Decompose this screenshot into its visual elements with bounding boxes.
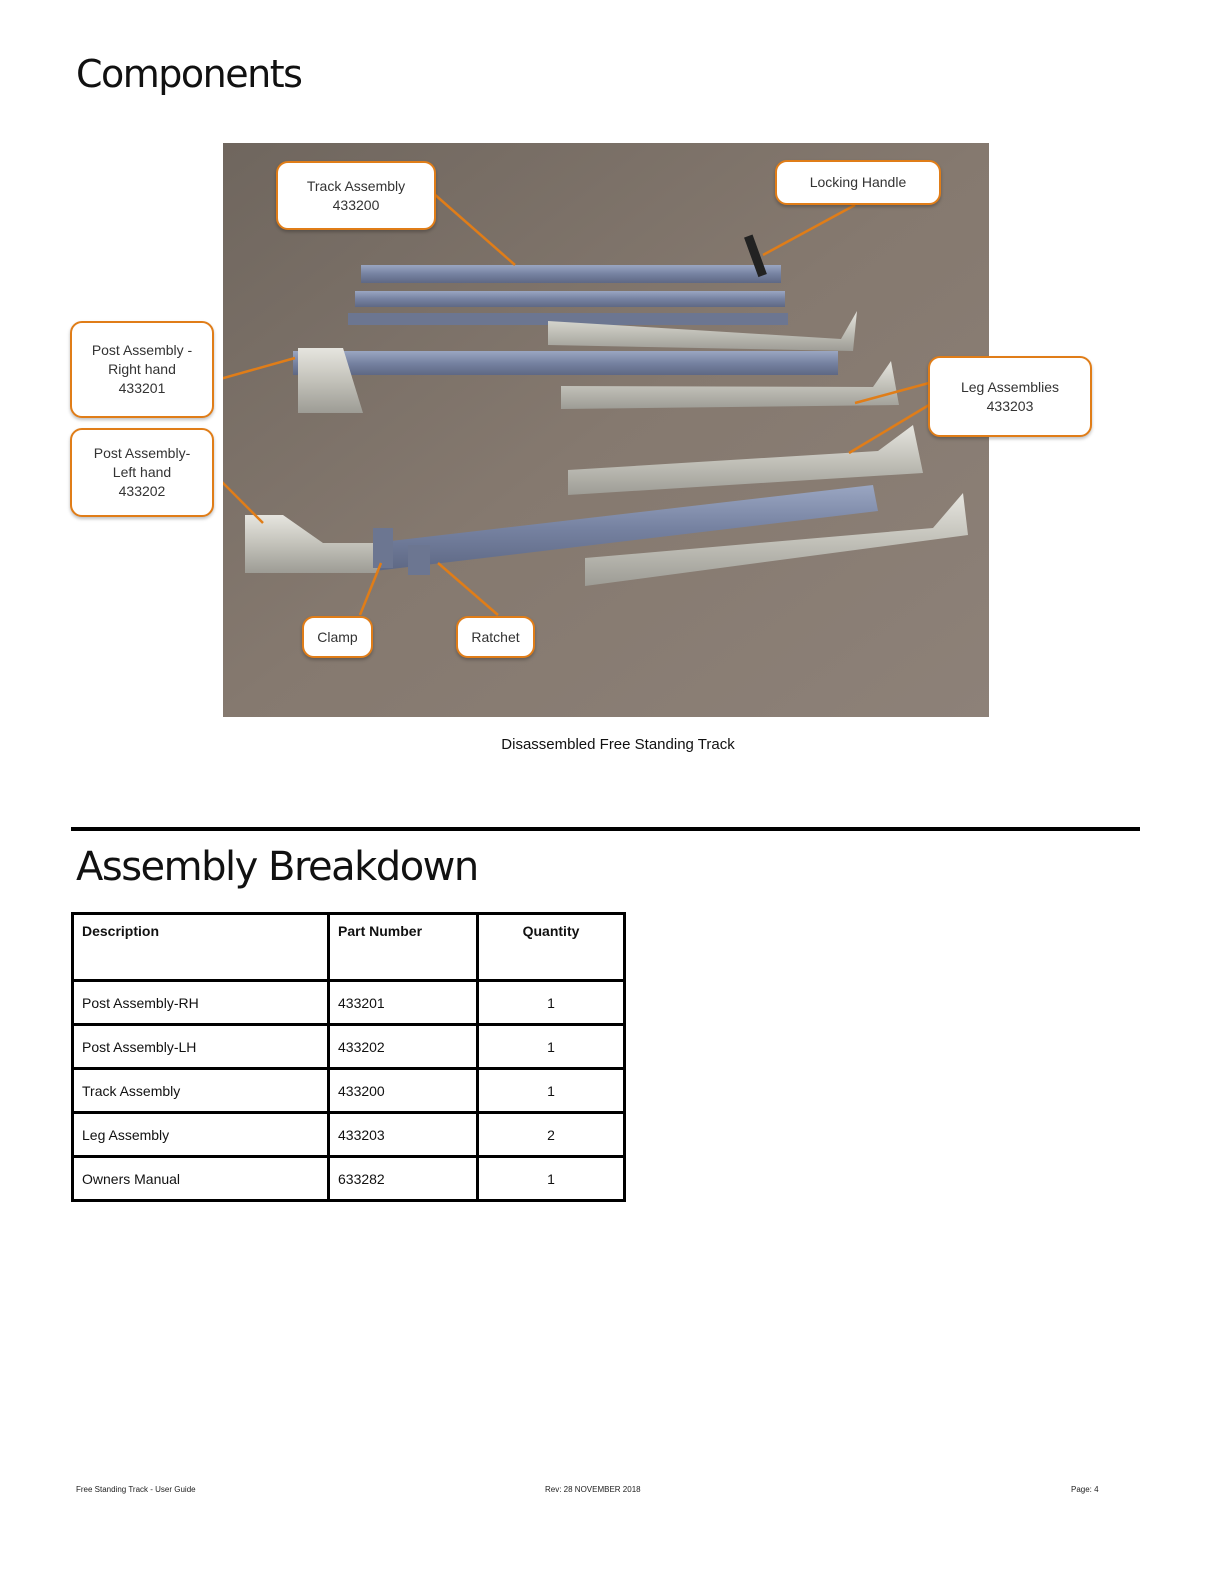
callout-post-assembly-rh: Post Assembly - Right hand 433201 <box>70 321 214 418</box>
cell-description: Track Assembly <box>73 1069 329 1113</box>
callout-post-assembly-lh: Post Assembly- Left hand 433202 <box>70 428 214 517</box>
cell-quantity: 1 <box>478 1069 625 1113</box>
footer-revision: Rev: 28 NOVEMBER 2018 <box>545 1485 641 1494</box>
cell-description: Post Assembly-RH <box>73 981 329 1025</box>
cell-quantity: 2 <box>478 1113 625 1157</box>
assembly-breakdown-table <box>71 912 626 1202</box>
footer-page-number: Page: 4 <box>1071 1485 1099 1494</box>
footer-document-title: Free Standing Track - User Guide <box>76 1485 196 1494</box>
clamp-shape <box>373 528 393 568</box>
callout-track-assembly: Track Assembly 433200 <box>276 161 436 230</box>
callout-ratchet: Ratchet <box>456 616 535 658</box>
section-divider <box>71 827 1140 831</box>
cell-part-number: 633282 <box>329 1157 478 1201</box>
callout-locking-handle: Locking Handle <box>775 160 941 205</box>
table-row <box>73 1025 625 1069</box>
cell-description: Owners Manual <box>73 1157 329 1201</box>
table-row <box>73 1069 625 1113</box>
header-quantity: Quantity <box>478 914 625 981</box>
figure-caption: Disassembled Free Standing Track <box>501 736 735 753</box>
assembly-breakdown-heading: Assembly Breakdown <box>76 844 478 890</box>
table-row <box>73 1157 625 1201</box>
cell-quantity: 1 <box>478 1025 625 1069</box>
cell-part-number: 433202 <box>329 1025 478 1069</box>
cell-description: Post Assembly-LH <box>73 1025 329 1069</box>
header-part-number: Part Number <box>329 914 478 981</box>
table-header-row <box>73 914 625 981</box>
track-bar-lower <box>355 291 785 307</box>
cell-description: Leg Assembly <box>73 1113 329 1157</box>
cell-part-number: 433200 <box>329 1069 478 1113</box>
header-description: Description <box>73 914 329 981</box>
components-heading: Components <box>76 52 302 96</box>
table-row <box>73 1113 625 1157</box>
track-bar-upper <box>361 265 781 283</box>
cell-quantity: 1 <box>478 1157 625 1201</box>
callout-leg-assemblies: Leg Assemblies 433203 <box>928 356 1092 437</box>
cell-part-number: 433201 <box>329 981 478 1025</box>
ratchet-shape <box>408 545 430 575</box>
post-rh-tube <box>293 351 838 375</box>
callout-clamp: Clamp <box>302 616 373 658</box>
table-row <box>73 981 625 1025</box>
cell-quantity: 1 <box>478 981 625 1025</box>
cell-part-number: 433203 <box>329 1113 478 1157</box>
